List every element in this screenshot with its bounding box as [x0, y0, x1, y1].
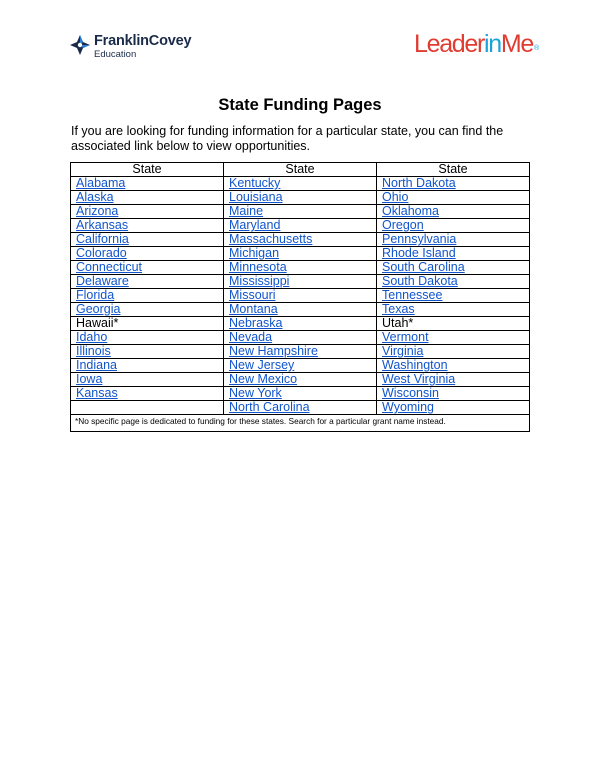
- state-link-mississippi[interactable]: Mississippi: [229, 274, 290, 288]
- column-header: State: [71, 163, 224, 177]
- page-title: State Funding Pages: [218, 96, 382, 114]
- table-row: [71, 177, 530, 191]
- table-cell: [224, 191, 377, 205]
- table-row: [71, 191, 530, 205]
- table-cell: [224, 387, 377, 401]
- state-link-maine[interactable]: Maine: [229, 204, 264, 218]
- table-row: [71, 261, 530, 275]
- table-row: [71, 345, 530, 359]
- state-link-west-virginia[interactable]: West Virginia: [382, 372, 456, 386]
- table-cell: [224, 289, 377, 303]
- table-cell: [224, 345, 377, 359]
- state-link-washington[interactable]: Washington: [382, 358, 448, 372]
- state-link-michigan[interactable]: Michigan: [229, 246, 280, 260]
- table-cell: [224, 219, 377, 233]
- table-row: [71, 233, 530, 247]
- state-link-nebraska[interactable]: Nebraska: [229, 316, 283, 330]
- table-cell: [224, 261, 377, 275]
- franklincovey-compass-icon: [70, 35, 90, 55]
- table-cell: [377, 177, 530, 191]
- table-cell: [377, 275, 530, 289]
- table-cell: [71, 261, 224, 275]
- state-link-texas[interactable]: Texas: [382, 302, 415, 316]
- table-row: [71, 219, 530, 233]
- table-cell: [224, 373, 377, 387]
- state-link-north-dakota[interactable]: North Dakota: [382, 176, 456, 190]
- table-row: [71, 331, 530, 345]
- table-cell: [71, 177, 224, 191]
- state-link-massachusetts[interactable]: Massachusetts: [229, 232, 313, 246]
- table-cell: [71, 359, 224, 373]
- table-cell: [377, 359, 530, 373]
- table-cell: [224, 275, 377, 289]
- state-link-arkansas[interactable]: Arkansas: [76, 218, 129, 232]
- table-cell: [71, 289, 224, 303]
- table-cell: [224, 331, 377, 345]
- state-link-new-hampshire[interactable]: New Hampshire: [229, 344, 318, 358]
- state-link-arizona[interactable]: Arizona: [76, 204, 119, 218]
- table-cell: [377, 345, 530, 359]
- table-row: [71, 275, 530, 289]
- state-link-oklahoma[interactable]: Oklahoma: [382, 204, 439, 218]
- table-cell: [71, 387, 224, 401]
- table-cell: [71, 345, 224, 359]
- state-link-alabama[interactable]: Alabama: [76, 176, 126, 190]
- state-link-maryland[interactable]: Maryland: [229, 218, 281, 232]
- state-link-wisconsin[interactable]: Wisconsin: [382, 386, 439, 400]
- table-cell: [377, 401, 530, 415]
- table-row: [71, 303, 530, 317]
- table-cell: [71, 247, 224, 261]
- table-cell: [377, 205, 530, 219]
- leader-in-me-part1: Leader: [414, 30, 485, 58]
- state-link-california[interactable]: California: [76, 232, 129, 246]
- state-link-florida[interactable]: Florida: [76, 288, 115, 302]
- state-link-minnesota[interactable]: Minnesota: [229, 260, 287, 274]
- table-cell: [377, 289, 530, 303]
- table-row: [71, 401, 530, 415]
- table-cell: [71, 191, 224, 205]
- table-cell: [71, 205, 224, 219]
- franklincovey-name: FranklinCovey: [94, 33, 192, 49]
- table-cell: [224, 247, 377, 261]
- table-cell: [71, 303, 224, 317]
- footnote: *No specific page is dedicated to funding for these states. Search for a particular grant name instead.: [71, 415, 530, 432]
- table-cell: [71, 219, 224, 233]
- table-cell: [224, 401, 377, 415]
- state-link-louisiana[interactable]: Louisiana: [229, 190, 283, 204]
- table-cell: [224, 303, 377, 317]
- table-body: [71, 177, 530, 415]
- state-link-idaho[interactable]: Idaho: [76, 330, 108, 344]
- leader-in-me-logo: [414, 32, 539, 57]
- table-row: [71, 359, 530, 373]
- state-link-delaware[interactable]: Delaware: [76, 274, 129, 288]
- table-cell: [377, 261, 530, 275]
- table-cell: [224, 359, 377, 373]
- table-header-row: [71, 163, 530, 177]
- footnote-row: [71, 415, 530, 432]
- state-link-south-carolina[interactable]: South Carolina: [382, 260, 465, 274]
- state-text-hawaii: Hawaii*: [76, 316, 119, 330]
- state-link-virginia[interactable]: Virginia: [382, 344, 424, 358]
- table-row: [71, 289, 530, 303]
- table-cell: [71, 317, 224, 331]
- table-row: [71, 373, 530, 387]
- state-funding-table: [70, 162, 530, 432]
- table-cell: [224, 205, 377, 219]
- table-row: [71, 247, 530, 261]
- table-cell: [71, 275, 224, 289]
- leader-in-me-part3: Me: [500, 30, 534, 58]
- state-link-vermont[interactable]: Vermont: [382, 330, 429, 344]
- state-link-alaska[interactable]: Alaska: [76, 190, 114, 204]
- column-header: State: [377, 163, 530, 177]
- table-cell: [71, 233, 224, 247]
- table-row: [71, 317, 530, 331]
- state-link-iowa[interactable]: Iowa: [76, 372, 103, 386]
- state-link-georgia[interactable]: Georgia: [76, 302, 121, 316]
- table-cell: [224, 177, 377, 191]
- state-link-nevada[interactable]: Nevada: [229, 330, 273, 344]
- table-cell: [377, 233, 530, 247]
- table-cell: [377, 191, 530, 205]
- page-header: [0, 0, 600, 80]
- state-text-utah: Utah*: [382, 316, 414, 330]
- table-row: [71, 387, 530, 401]
- state-link-montana[interactable]: Montana: [229, 302, 278, 316]
- table-cell: [377, 303, 530, 317]
- table-cell: [224, 317, 377, 331]
- state-link-colorado[interactable]: Colorado: [76, 246, 127, 260]
- state-link-south-dakota[interactable]: South Dakota: [382, 274, 458, 288]
- state-link-new-mexico[interactable]: New Mexico: [229, 372, 298, 386]
- state-link-missouri[interactable]: Missouri: [229, 288, 276, 302]
- table-cell: [377, 373, 530, 387]
- state-link-wyoming[interactable]: Wyoming: [382, 400, 434, 414]
- state-link-rhode-island[interactable]: Rhode Island: [382, 246, 456, 260]
- registered-mark: ®: [534, 45, 540, 52]
- franklincovey-logo: [70, 34, 191, 59]
- table-cell: [71, 401, 224, 415]
- state-link-ohio[interactable]: Ohio: [382, 190, 409, 204]
- state-link-illinois[interactable]: Illinois: [76, 344, 111, 358]
- franklincovey-sub: Education: [94, 48, 137, 60]
- column-header: State: [224, 163, 377, 177]
- state-link-new-york[interactable]: New York: [229, 386, 282, 400]
- table-cell: [377, 331, 530, 345]
- state-link-north-carolina[interactable]: North Carolina: [229, 400, 310, 414]
- table-cell: [71, 331, 224, 345]
- state-link-indiana[interactable]: Indiana: [76, 358, 118, 372]
- state-link-kentucky[interactable]: Kentucky: [229, 176, 281, 190]
- state-link-new-jersey[interactable]: New Jersey: [229, 358, 295, 372]
- state-link-oregon[interactable]: Oregon: [382, 218, 424, 232]
- state-link-connecticut[interactable]: Connecticut: [76, 260, 143, 274]
- table-cell: [224, 233, 377, 247]
- table-cell: [71, 373, 224, 387]
- intro-paragraph: If you are looking for funding information for a particular state, you can find the associated link below to view opportunities.: [71, 124, 504, 153]
- state-link-tennessee[interactable]: Tennessee: [382, 288, 443, 302]
- table-cell: [377, 219, 530, 233]
- leader-in-me-part2: in: [484, 30, 501, 58]
- table-cell: [377, 387, 530, 401]
- table-cell: [377, 247, 530, 261]
- table-cell: [377, 317, 530, 331]
- state-link-kansas[interactable]: Kansas: [76, 386, 118, 400]
- table-row: [71, 205, 530, 219]
- state-link-pennsylvania[interactable]: Pennsylvania: [382, 232, 457, 246]
